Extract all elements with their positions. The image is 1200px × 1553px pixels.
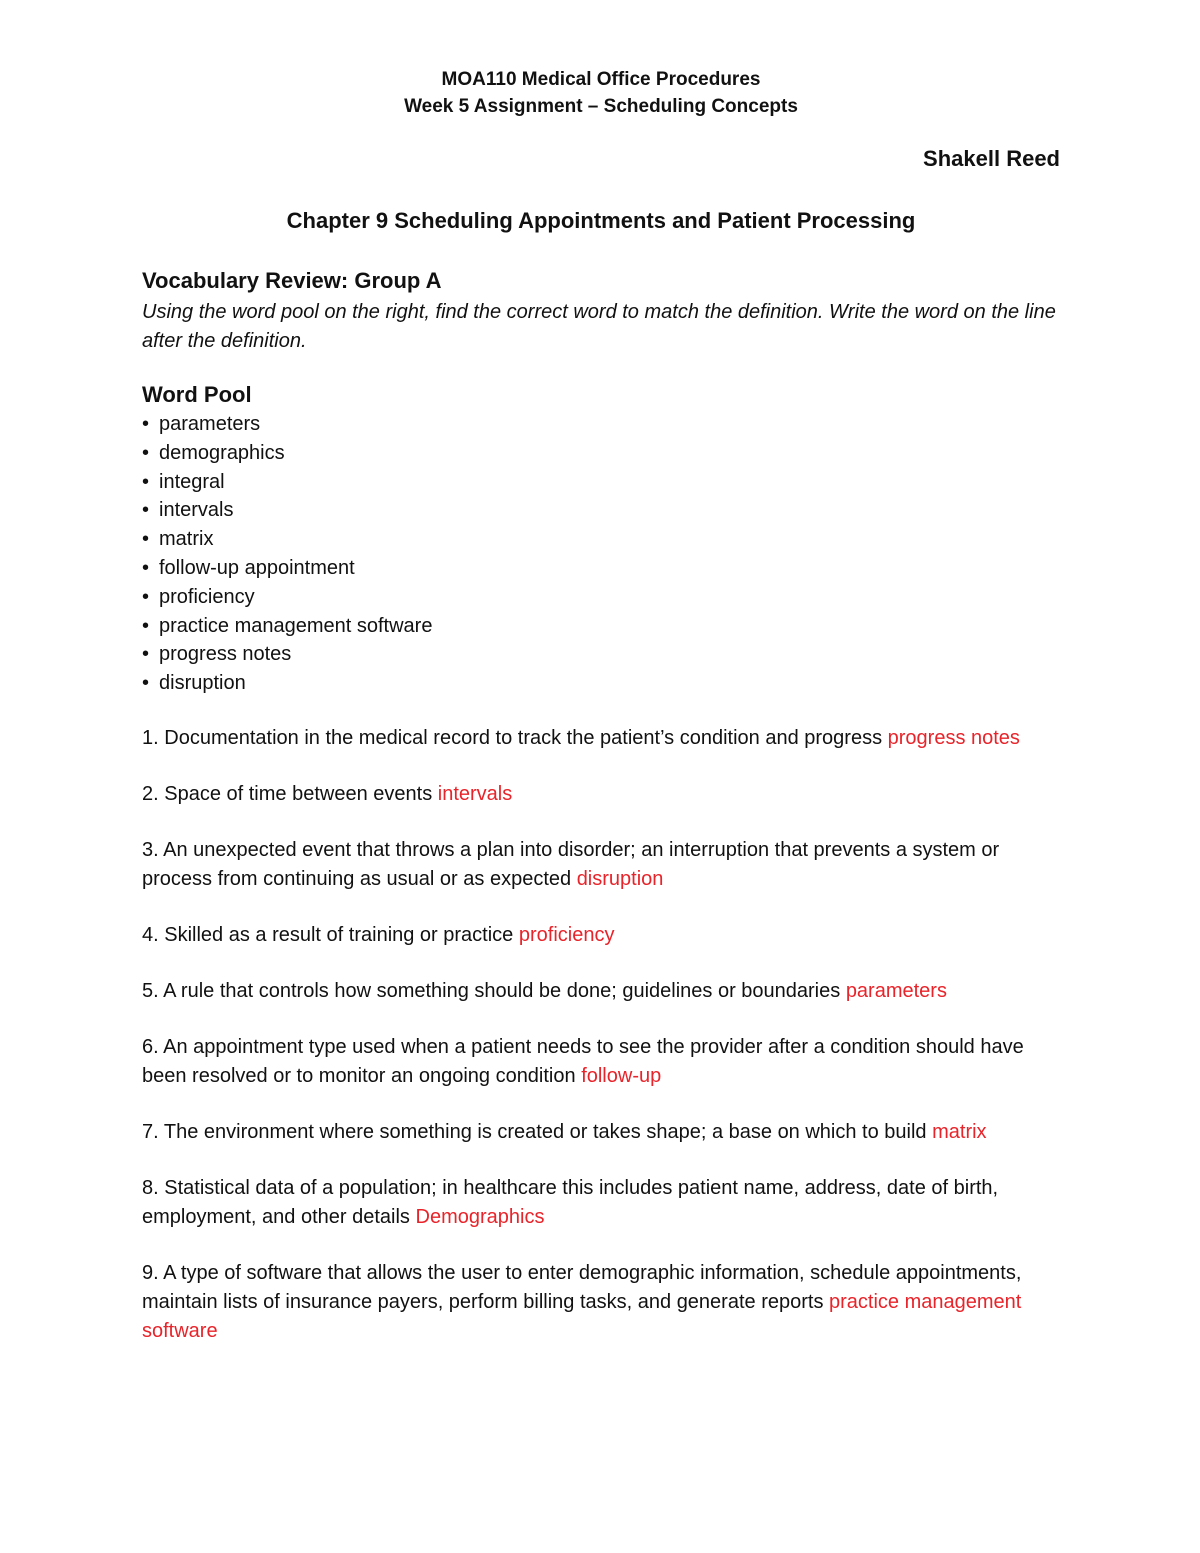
chapter-title: Chapter 9 Scheduling Appointments and Patient Processing: [286, 208, 916, 233]
answer-text: practice management software: [142, 1290, 1022, 1342]
document-page: [142, 66, 1060, 1373]
question-1: [142, 724, 1060, 753]
assignment-title: Week 5 Assignment – Scheduling Concepts: [404, 96, 798, 117]
word-pool-item: [142, 439, 1060, 468]
bullet-icon: •: [142, 413, 150, 435]
question-number: 2.: [142, 782, 159, 805]
question-text: Statistical data of a population; in healthcare this includes patient name, address, date of birth, employment, and other details: [142, 1176, 999, 1228]
word-pool-list: [142, 410, 1060, 698]
word-pool-item-text: practice management software: [159, 614, 433, 637]
question-text: An unexpected event that throws a plan into disorder; an interruption that prevents a system or process from continuing as usual or as expected: [142, 838, 1000, 890]
word-pool-item-text: progress notes: [159, 643, 292, 666]
word-pool-item-text: proficiency: [159, 585, 255, 608]
word-pool-item-text: follow-up appointment: [159, 556, 355, 579]
word-pool-item: [142, 525, 1060, 554]
word-pool-item-text: intervals: [159, 499, 234, 522]
word-pool-item-text: integral: [159, 470, 225, 493]
word-pool-item-text: disruption: [159, 672, 246, 695]
author-name: Shakell Reed: [923, 146, 1060, 171]
question-8: [142, 1174, 1060, 1232]
bullet-icon: •: [142, 528, 150, 551]
word-pool-item: [142, 640, 1060, 669]
question-list: [142, 724, 1060, 1346]
bullet-icon: •: [142, 556, 150, 579]
bullet-icon: •: [142, 441, 150, 464]
question-number: 6.: [142, 1035, 159, 1058]
question-number: 7.: [142, 1120, 159, 1143]
question-number: 9.: [142, 1261, 159, 1284]
bullet-icon: •: [142, 672, 150, 695]
question-text: Space of time between events: [164, 782, 433, 805]
question-4: [142, 921, 1060, 950]
question-5: [142, 977, 1060, 1006]
question-6: [142, 1033, 1060, 1091]
answer-text: progress notes: [887, 726, 1020, 749]
word-pool-item: [142, 468, 1060, 497]
word-pool-item: [142, 669, 1060, 698]
word-pool-item: [142, 583, 1060, 612]
answer-text: follow-up: [581, 1064, 662, 1087]
question-9: [142, 1259, 1060, 1346]
bullet-icon: •: [142, 614, 150, 637]
word-pool-item-text: parameters: [159, 413, 261, 435]
bullet-icon: •: [142, 643, 150, 666]
answer-text: proficiency: [518, 923, 615, 946]
word-pool-item-text: demographics: [159, 441, 285, 464]
answer-text: Demographics: [415, 1205, 545, 1228]
question-2: [142, 780, 1060, 809]
bullet-icon: •: [142, 499, 150, 522]
bullet-icon: •: [142, 585, 150, 608]
question-text: A type of software that allows the user to enter demographic information, schedule appointments, maintain lists of insurance payers, perform billing tasks, and generate reports: [142, 1261, 1022, 1313]
question-text: Skilled as a result of training or practice: [164, 923, 514, 946]
answer-text: matrix: [932, 1120, 987, 1143]
word-pool-title: Word Pool: [142, 382, 252, 407]
question-text: A rule that controls how something should be done; guidelines or boundaries: [163, 979, 841, 1002]
answer-text: parameters: [845, 979, 947, 1002]
word-pool-item: [142, 410, 1060, 439]
question-number: 5.: [142, 979, 159, 1002]
question-number: 4.: [142, 923, 159, 946]
answer-text: disruption: [576, 867, 664, 890]
course-title: MOA110 Medical Office Procedures: [441, 69, 761, 90]
word-pool-item: [142, 496, 1060, 525]
question-text: The environment where something is created or takes shape; a base on which to build: [163, 1120, 927, 1143]
section-title: Vocabulary Review: Group A: [142, 268, 442, 293]
question-number: 1.: [142, 726, 159, 749]
question-number: 8.: [142, 1176, 159, 1199]
question-7: [142, 1118, 1060, 1147]
section-instructions: Using the word pool on the right, find the correct word to match the definition. Write the word on the line after the definition.: [142, 301, 1056, 352]
word-pool-item: [142, 612, 1060, 641]
question-3: [142, 836, 1060, 894]
question-text: An appointment type used when a patient needs to see the provider after a condition should have been resolved or to monitor an ongoing condition: [142, 1035, 1024, 1087]
bullet-icon: •: [142, 470, 150, 493]
word-pool-item-text: matrix: [159, 528, 214, 551]
word-pool-item: [142, 554, 1060, 583]
question-text: Documentation in the medical record to track the patient’s condition and progress: [164, 726, 883, 749]
answer-text: intervals: [437, 782, 513, 805]
question-number: 3.: [142, 838, 159, 861]
